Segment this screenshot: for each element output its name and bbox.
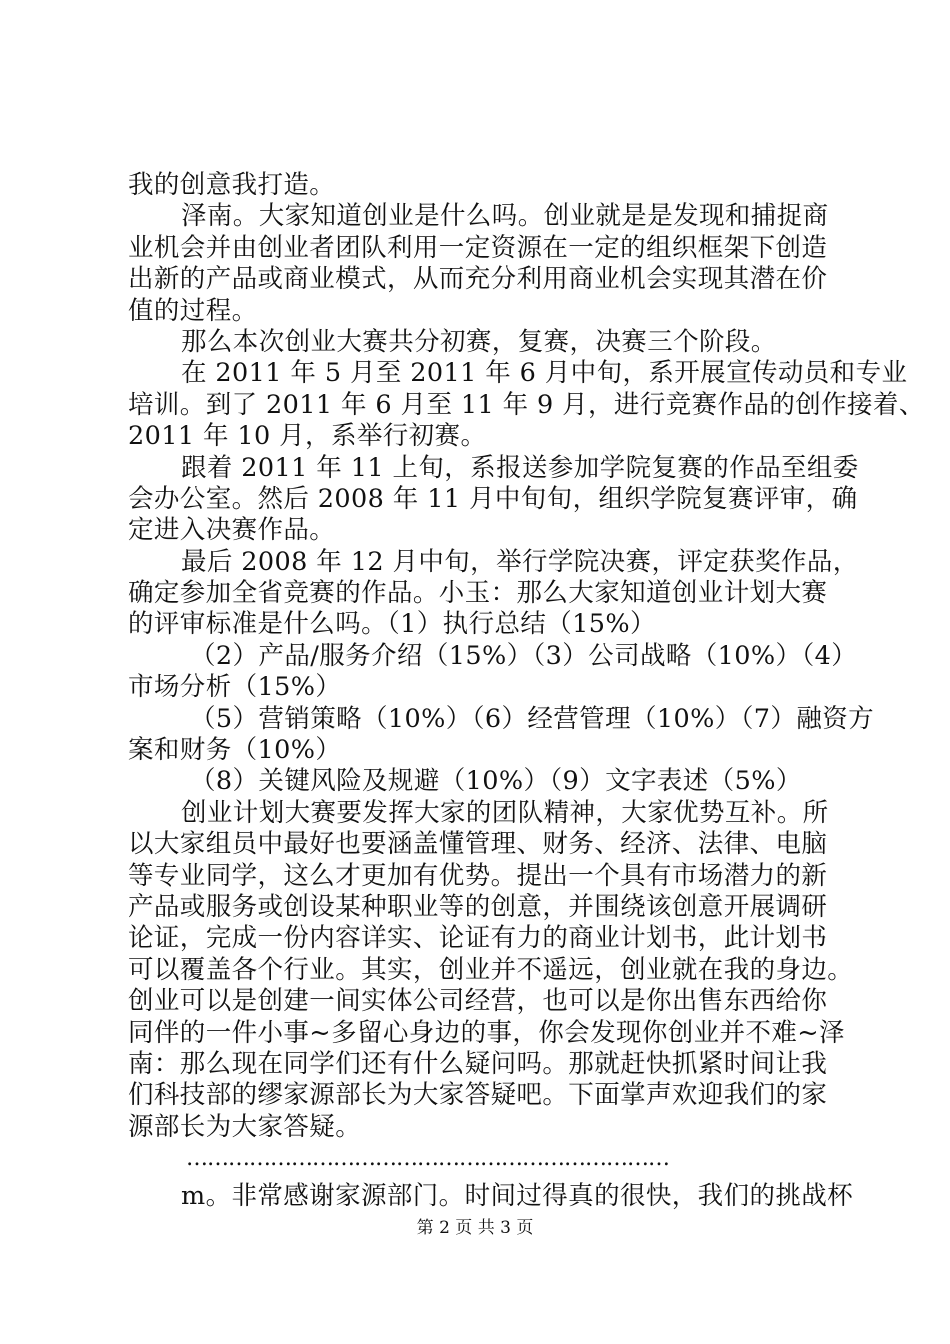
closing-line: m。非常感谢家源部门。时间过得真的很快，我们的挑战杯 bbox=[181, 1180, 854, 1211]
text-line: 等专业同学，这么才更加有优势。提出一个具有市场潜力的新 bbox=[128, 860, 828, 891]
text-line: 定进入决赛作品。 bbox=[128, 515, 336, 546]
text-line: 案和财务（10%） bbox=[128, 735, 342, 766]
text-line: 我的创意我打造。 bbox=[128, 170, 336, 200]
text-line: 培训。到了 2011 年 6 月至 11 年 9 月，进行竞赛作品的创作接着、 bbox=[128, 389, 925, 420]
dotted-separator: …………………………………………………………… bbox=[186, 1146, 669, 1172]
text-line: 以大家组员中最好也要涵盖懂管理、财务、经济、法律、电脑 bbox=[128, 829, 828, 860]
text-line: （2）产品/服务介绍（15%）（3）公司战略（10%）（4） bbox=[190, 640, 858, 671]
text-line: 在 2011 年 5 月至 2011 年 6 月中旬，系开展宣传动员和专业 bbox=[181, 358, 908, 389]
text-line: 源部长为大家答疑。 bbox=[128, 1111, 362, 1142]
text-line: 那么本次创业大赛共分初赛，复赛，决赛三个阶段。 bbox=[181, 326, 777, 357]
text-line: 创业计划大赛要发挥大家的团队精神，大家优势互补。所 bbox=[181, 797, 829, 828]
text-line: 业机会并由创业者团队利用一定资源在一定的组织框架下创造 bbox=[128, 232, 828, 263]
document-body bbox=[128, 170, 925, 1212]
text-line: 市场分析（15%） bbox=[128, 672, 342, 703]
text-line: 可以覆盖各个行业。其实，创业并不遥远，创业就在我的身边。 bbox=[128, 954, 854, 985]
text-line: 最后 2008 年 12 月中旬，举行学院决赛，评定获奖作品， bbox=[181, 546, 859, 577]
text-line: 出新的产品或商业模式，从而充分利用商业机会实现其潜在价 bbox=[128, 264, 828, 295]
text-line: 们科技部的缪家源部长为大家答疑吧。下面掌声欢迎我们的家 bbox=[128, 1080, 828, 1111]
text-line: （8）关键风险及规避（10%）（9）文字表述（5%） bbox=[190, 766, 802, 797]
text-line: 南：那么现在同学们还有什么疑问吗。那就赶快抓紧时间让我 bbox=[128, 1048, 828, 1079]
text-line: 2011 年 10 月，系举行初赛。 bbox=[128, 421, 487, 452]
text-line: （5）营销策略（10%）（6）经营管理（10%）（7）融资方 bbox=[190, 703, 875, 734]
text-line: 论证，完成一份内容详实、论证有力的商业计划书，此计划书 bbox=[128, 923, 828, 954]
text-line: 会办公室。然后 2008 年 11 月中旬旬，组织学院复赛评审，确 bbox=[128, 483, 858, 514]
text-line: 产品或服务或创设某种职业等的创意，并围绕该创意开展调研 bbox=[128, 891, 828, 922]
text-line: 同伴的一件小事~多留心身边的事，你会发现你创业并不难~泽 bbox=[128, 1017, 845, 1048]
text-line: 创业可以是创建一间实体公司经营，也可以是你出售东西给你 bbox=[128, 986, 828, 1017]
text-line: 泽南。大家知道创业是什么吗。创业就是是发现和捕捉商 bbox=[181, 201, 829, 232]
text-line: 值的过程。 bbox=[128, 295, 258, 326]
text-line: 跟着 2011 年 11 上旬，系报送参加学院复赛的作品至组委 bbox=[181, 452, 859, 483]
text-line: 的评审标准是什么吗。（1）执行总结（15%） bbox=[128, 609, 656, 640]
text-line: 确定参加全省竞赛的作品。小玉：那么大家知道创业计划大赛 bbox=[128, 578, 828, 609]
page-footer: 第 2 页 共 3 页 bbox=[416, 1218, 534, 1238]
